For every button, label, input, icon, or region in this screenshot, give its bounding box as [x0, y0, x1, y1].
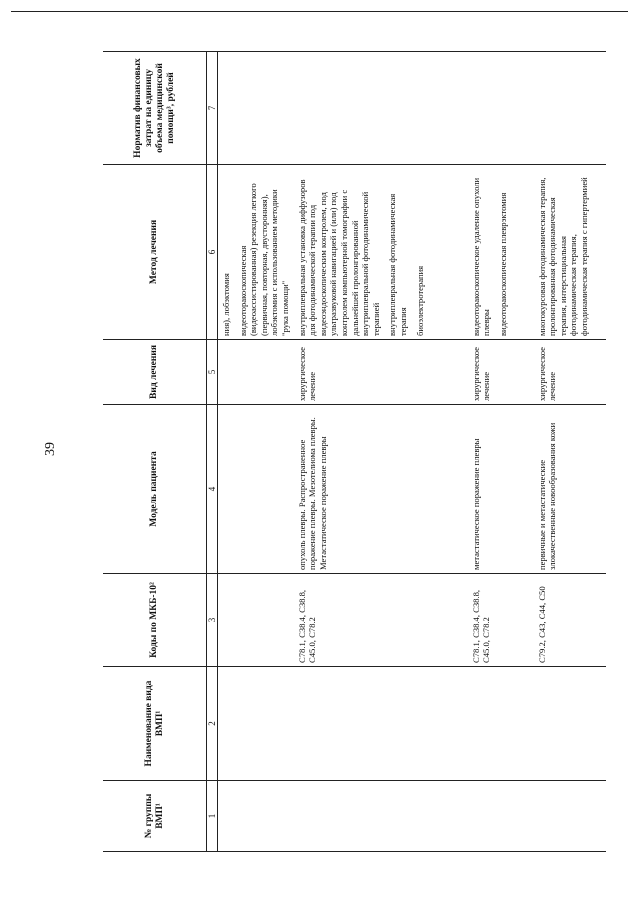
column-number: 3	[207, 574, 218, 667]
method-item: внутриплевральная фотодинамическая терапия	[387, 193, 408, 336]
cell-cost-norm	[468, 52, 534, 165]
column-number-row	[207, 52, 218, 852]
cell-treatment-type: хирургическое лечение	[534, 340, 606, 405]
cell-group-number	[218, 781, 294, 852]
cell-vmp-name	[468, 667, 534, 781]
table-row	[534, 52, 606, 852]
cell-treatment-type	[218, 340, 294, 405]
cell-patient-model	[218, 405, 294, 574]
column-number: 1	[207, 781, 218, 852]
cell-vmp-name	[534, 667, 606, 781]
page-number: 39	[43, 442, 58, 456]
rotated-table-container	[103, 52, 589, 852]
cell-icd-codes: C78.1, C38.4, C38.8, C45.0, C78.2	[468, 574, 534, 667]
cell-patient-model: опухоль плевры. Распространенное поражение плевры. Мезотелиома плевры. Метастатическое поражение плевры	[294, 405, 468, 574]
method-item: видеоторакоскопическая (видеоассистированная) резекция легкого (первичная, повторная, двусторонняя), лобэктомия с использованием методики "рука помощи"	[237, 183, 290, 336]
cell-treatment-type: хирургическое лечение	[468, 340, 534, 405]
cell-treatment-method	[468, 165, 534, 340]
header-row	[103, 52, 207, 852]
cell-cost-norm	[294, 52, 468, 165]
cell-treatment-method	[534, 165, 606, 340]
cell-patient-model: первичные и метастатические злокачественные новообразования кожи	[534, 405, 606, 574]
header-treatment-method: Метод лечения	[103, 165, 207, 340]
cell-group-number	[468, 781, 534, 852]
method-item: видеоторакоскопическая плеврэктомия	[497, 192, 508, 336]
column-number: 4	[207, 405, 218, 574]
cell-group-number	[294, 781, 468, 852]
column-number: 6	[207, 165, 218, 340]
cell-vmp-name	[218, 667, 294, 781]
table-row	[218, 52, 294, 852]
page-top-rule	[11, 11, 628, 12]
column-number: 2	[207, 667, 218, 781]
method-item: многокурсовая фотодинамическая терапия, пролонгированная фотодинамическая терапия, интерстициальная фотодинамическая терапия, фотодинамическая терапия с гипертермией	[536, 177, 589, 336]
header-cost-norm: Норматив финансовых затрат на единицу объема медицинской помощи³, рублей	[103, 52, 207, 165]
cell-patient-model: метастатическое поражение плевры	[468, 405, 534, 574]
method-item: ния), лобэктомия	[221, 273, 231, 336]
table-row	[468, 52, 534, 852]
method-item: видеоторакоскопическое удаление опухоли плевры	[470, 177, 492, 336]
column-number: 7	[207, 52, 218, 165]
cell-cost-norm	[534, 52, 606, 165]
cell-group-number	[534, 781, 606, 852]
header-vmp-name: Наименование вида ВМП¹	[103, 667, 207, 781]
method-item: биоэлектротерапия	[414, 265, 425, 336]
cell-treatment-type: хирургическое лечение	[294, 340, 468, 405]
cell-vmp-name	[294, 667, 468, 781]
cell-treatment-method	[294, 165, 468, 340]
treatment-table	[103, 51, 606, 852]
cell-treatment-method	[218, 165, 294, 340]
column-number: 5	[207, 340, 218, 405]
header-group-number: № группы ВМП¹	[103, 781, 207, 852]
cell-icd-codes	[218, 574, 294, 667]
header-treatment-type: Вид лечения	[103, 340, 207, 405]
table-row	[294, 52, 468, 852]
method-item: внутриплевральная установка диффузоров для фотодинамической терапии под видеоэндоскопическим контролем, под ультразвуковой навигацией и (или) под контролем компьютерной томографии с дальнейшей пролонгированной внутриплевральной фотодинамической терапией	[296, 179, 381, 336]
cell-icd-codes: C78.1, C38.4, C38.8, C45.0, C78.2	[294, 574, 468, 667]
header-icd-codes: Коды по МКБ-10²	[103, 574, 207, 667]
cell-icd-codes: C79.2, C43, C44, C50	[534, 574, 606, 667]
header-patient-model: Модель пациента	[103, 405, 207, 574]
cell-cost-norm	[218, 52, 294, 165]
